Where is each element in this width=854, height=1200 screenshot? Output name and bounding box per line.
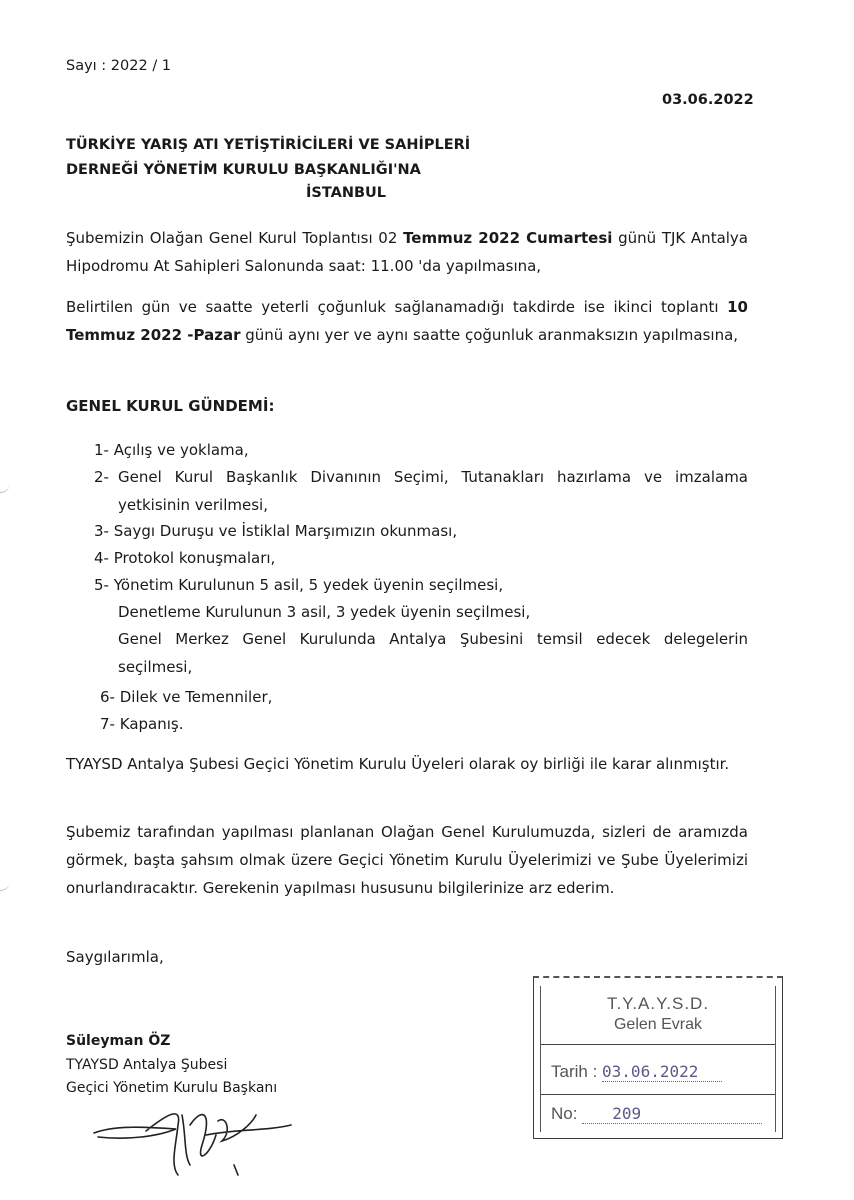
- paragraph-second-meeting: [66, 293, 748, 349]
- stamp-date-label: Tarih :: [551, 1062, 598, 1081]
- agenda-text: Denetleme Kurulunun 3 asil, 3 yedek üyenin seçilmesi,: [118, 603, 531, 621]
- stamp-date-row: [551, 1062, 722, 1082]
- agenda-number: 1-: [94, 441, 109, 459]
- agenda-item: [118, 625, 748, 681]
- stamp-number-row: [551, 1104, 762, 1124]
- agenda-text: Kapanış.: [119, 715, 184, 733]
- agenda-number: 3-: [94, 522, 109, 540]
- recipient-line-2: DERNEĞİ YÖNETİM KURULU BAŞKANLIĞI'NA: [66, 162, 421, 178]
- handwritten-signature: [86, 1085, 306, 1185]
- document-number: Sayı : 2022 / 1: [66, 58, 172, 74]
- paragraph-invitation: Şubemiz tarafından yapılması planlanan Olağan Genel Kurulumuzda, sizleri de aramızda görmek, başta şahsım olmak üzere Geçici Yönetim Kurulu Üyelerimizi ve Şube Üyelerimizi onurlandıracaktır. Gerekenin yapılması hususunu bilgilerinize arz ederim.: [66, 823, 748, 897]
- paragraph-text: günü TJK Antalya Hipodromu At Sahipleri Salonunda saat: 11.00 'da yapılmasına,: [66, 229, 749, 275]
- stamp-divider: [541, 1044, 775, 1045]
- stamp-date-value: 03.06.2022: [602, 1062, 722, 1082]
- paragraph-text: Şubemizin Olağan Genel Kurul Toplantısı 02: [66, 229, 404, 247]
- agenda-number: 4-: [94, 549, 109, 567]
- agenda-item: [94, 463, 748, 519]
- agenda-text: Yönetim Kurulunun 5 asil, 5 yedek üyenin seçilmesi,: [113, 576, 504, 594]
- agenda-number: 2-: [94, 468, 109, 486]
- paragraph-bold: Temmuz 2022 Cumartesi: [403, 229, 613, 247]
- agenda-item: [94, 436, 249, 464]
- recipient-city: İSTANBUL: [306, 185, 387, 201]
- agenda-number: 7-: [100, 715, 115, 733]
- paragraph-text: Belirtilen gün ve saatte yeterli çoğunluk sağlanamadığı takdirde ise ikinci toplantı: [66, 298, 728, 316]
- agenda-text: Saygı Duruşu ve İstiklal Marşımızın okunması,: [113, 522, 458, 540]
- agenda-item: [100, 683, 272, 711]
- stamp-number-label: No:: [551, 1104, 578, 1123]
- paragraph-text: günü aynı yer ve aynı saatte çoğunluk aranmaksızın yapılmasına,: [240, 326, 739, 344]
- scan-margin-mark: [0, 482, 10, 493]
- stamp-label: Gelen Evrak: [613, 1016, 703, 1033]
- agenda-text: Genel Merkez Genel Kurulunda Antalya Şubesini temsil edecek delegelerin seçilmesi,: [118, 630, 748, 676]
- agenda-item: [94, 544, 275, 572]
- agenda-title: GENEL KURUL GÜNDEMİ:: [66, 397, 275, 415]
- stamp-divider: [541, 1094, 775, 1095]
- agenda-text: Protokol konuşmaları,: [113, 549, 276, 567]
- agenda-item: [100, 710, 184, 738]
- recipient-line-1: TÜRKİYE YARIŞ ATI YETİŞTİRİCİLERİ VE SAHİPLERİ: [66, 137, 471, 153]
- agenda-item: [94, 517, 457, 545]
- signatory-name: Süleyman ÖZ: [66, 1033, 171, 1049]
- paragraph-meeting-date: [66, 224, 748, 280]
- scan-margin-mark: [0, 880, 10, 891]
- signatory-organization: TYAYSD Antalya Şubesi: [66, 1057, 228, 1073]
- incoming-document-stamp: [533, 976, 783, 1139]
- signatory-title: Geçici Yönetim Kurulu Başkanı: [66, 1080, 278, 1096]
- agenda-item: [118, 598, 530, 626]
- agenda-number: 6-: [100, 688, 115, 706]
- agenda-text: Açılış ve yoklama,: [113, 441, 249, 459]
- agenda-item: [94, 571, 503, 599]
- stamp-org: T.Y.A.Y.S.D.: [606, 994, 710, 1013]
- agenda-number: 5-: [94, 576, 109, 594]
- agenda-text: Dilek ve Temenniler,: [119, 688, 273, 706]
- closing: Saygılarımla,: [66, 948, 164, 966]
- agenda-text: Genel Kurul Başkanlık Divanının Seçimi, Tutanakları hazırlama ve imzalama yetkisinin verilmesi,: [118, 468, 748, 514]
- stamp-frame: [540, 986, 776, 1132]
- document-date: 03.06.2022: [662, 92, 754, 108]
- paragraph-decision: TYAYSD Antalya Şubesi Geçici Yönetim Kurulu Üyeleri olarak oy birliği ile karar alınmıştır.: [66, 755, 730, 773]
- stamp-number-value: 209: [582, 1104, 762, 1124]
- paragraph-bold: 10 Temmuz 2022 -Pazar: [66, 298, 748, 344]
